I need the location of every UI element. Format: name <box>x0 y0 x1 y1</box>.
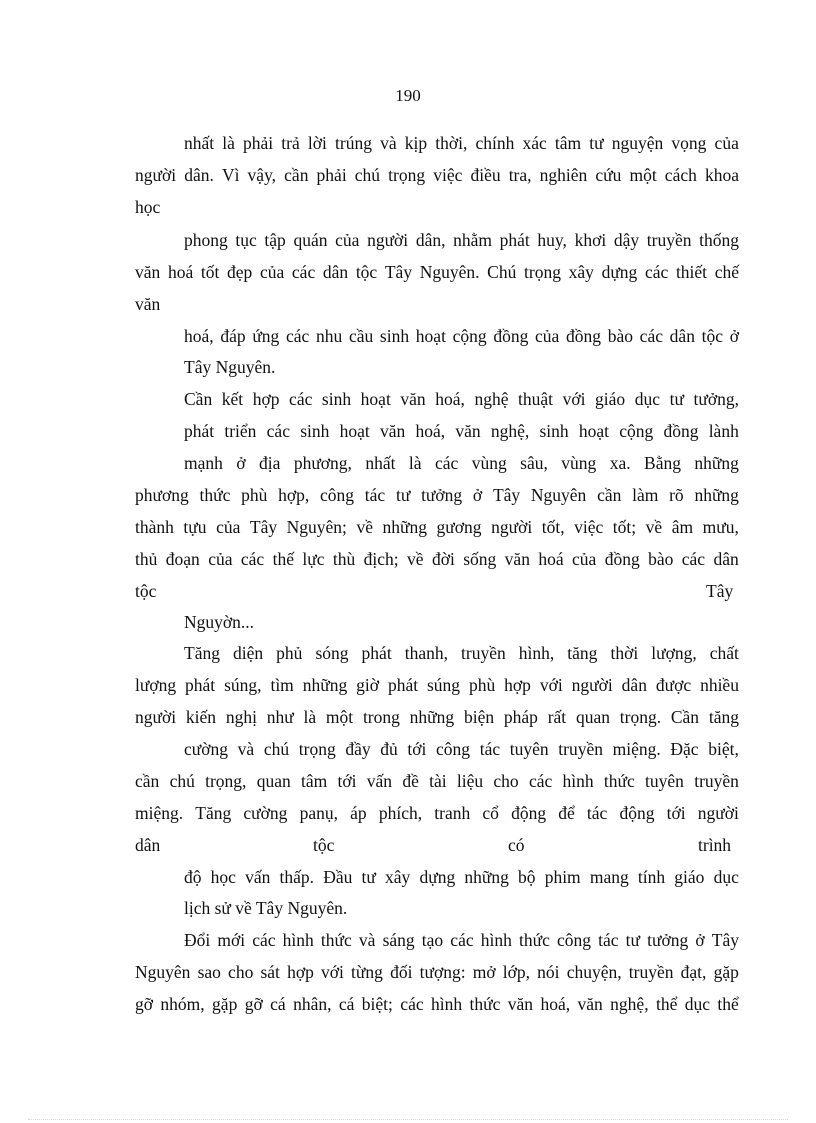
text-line: người kiến nghị như là một trong những biện pháp rất quan trọng. Cần tăng <box>135 707 739 727</box>
page-number: 190 <box>395 86 421 105</box>
text-line: cần chú trọng, quan tâm tới vấn đề tài liệu cho các hình thức tuyên truyền <box>135 771 739 791</box>
text-line: cường và chú trọng đầy đủ tới công tác tuyên truyền miệng. Đặc biệt, <box>184 739 739 759</box>
text-line: thủ đoạn của các thế lực thù địch; về đời sống văn hoá của đồng bào các dân <box>135 549 739 569</box>
text-line: lượng phát súng, tìm những giờ phát súng phù hợp với người dân được nhiều <box>135 675 739 695</box>
text-line: học <box>135 197 161 217</box>
text-line: thành tựu của Tây Nguyên; về những gương người tốt, việc tốt; về âm mưu, <box>135 517 739 537</box>
text-line: Đổi mới các hình thức và sáng tạo các hình thức công tác tư tưởng ở Tây <box>184 930 739 950</box>
page-bottom-divider <box>28 1119 788 1120</box>
text-line: Tăng diện phủ sóng phát thanh, truyền hình, tăng thời lượng, chất <box>184 643 739 663</box>
text-line: tộc <box>135 581 157 601</box>
text-line: có <box>508 835 525 855</box>
text-line: Tây Nguyên. <box>184 357 276 377</box>
text-line: văn <box>135 294 161 314</box>
text-line: người dân. Vì vậy, cần phải chú trọng việc điều tra, nghiên cứu một cách khoa <box>135 165 739 185</box>
text-line: Nguyên sao cho sát hợp với từng đối tượng: mở lớp, nói chuyện, truyền đạt, gặp <box>135 962 739 982</box>
text-line: nhất là phải trả lời trúng và kịp thời, chính xác tâm tư nguyện vọng của <box>184 133 739 153</box>
text-line: mạnh ở địa phương, nhất là các vùng sâu, vùng xa. Bằng những <box>184 453 739 473</box>
text-line: phát triển các sinh hoạt văn hoá, văn nghệ, sinh hoạt cộng đồng lành <box>184 421 739 441</box>
text-line: Nguyờn... <box>184 612 255 632</box>
text-line: phong tục tập quán của người dân, nhằm phát huy, khơi dậy truyền thống <box>184 230 739 250</box>
text-line: trình <box>698 835 732 855</box>
text-line: miệng. Tăng cường panụ, áp phích, tranh cổ động để tác động tới người <box>135 803 739 823</box>
text-line: dân <box>135 835 161 855</box>
text-line: phương thức phù hợp, công tác tư tưởng ở Tây Nguyên cần làm rõ những <box>135 485 739 505</box>
text-line: lịch sử về Tây Nguyên. <box>184 898 348 918</box>
text-line: Tây <box>706 581 734 601</box>
text-line: hoá, đáp ứng các nhu cầu sinh hoạt cộng đồng của đồng bào các dân tộc ở <box>184 326 739 346</box>
text-line: độ học vấn thấp. Đầu tư xây dựng những bộ phim mang tính giáo dục <box>184 867 739 887</box>
text-line: văn hoá tốt đẹp của các dân tộc Tây Nguyên. Chú trọng xây dựng các thiết chế <box>135 262 739 282</box>
text-line: gỡ nhóm, gặp gỡ cá nhân, cá biệt; các hình thức văn hoá, văn nghệ, thể dục thể <box>135 994 739 1014</box>
text-line: Cần kết hợp các sinh hoạt văn hoá, nghệ thuật với giáo dục tư tưởng, <box>184 389 739 409</box>
text-line: tộc <box>313 835 335 855</box>
